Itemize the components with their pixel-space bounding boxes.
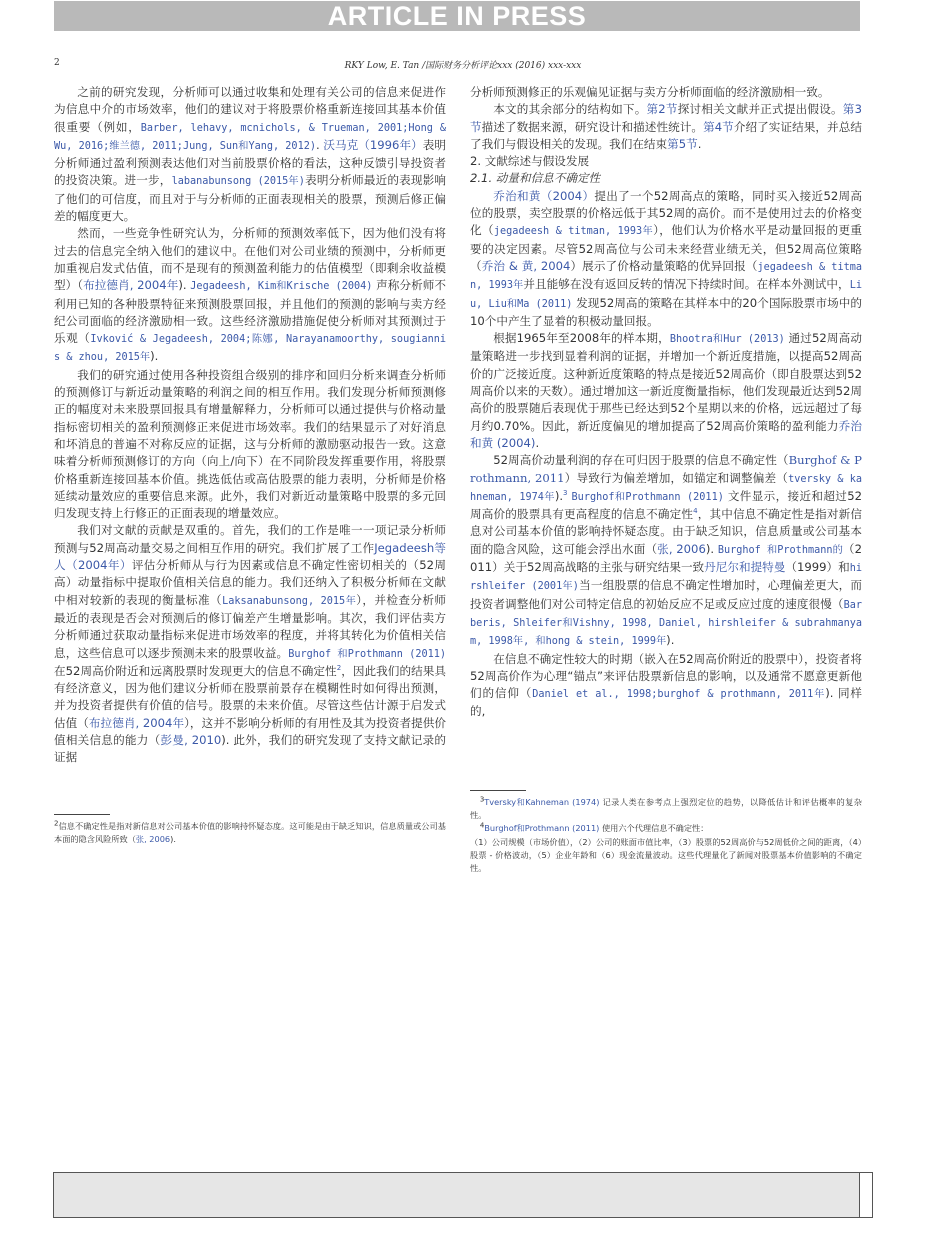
text: ，其中信息不确定性是指对新信息对公司基本价值的影响持怀疑态度。由于缺乏知识，信息质量或公司基本面的隐含风险，这可能会浮出水面（ [470, 507, 862, 556]
text: 本文的其余部分的结构如下。 [493, 102, 647, 117]
citation-link[interactable]: Laksanabunsong, 2015年 [222, 595, 357, 607]
footnote-number: 2 [54, 819, 59, 828]
text: 声称分析师不利用已知的各种股票特征来预测股票回报，并且他们的预测的影响与卖方经纪公司面临的经济激励相一致。这些经济激励措施促使分析师对其预测过于乐观（ [54, 278, 446, 346]
paragraph [54, 225, 446, 366]
citation-link[interactable]: Jegadeesh等人（2004年） [54, 540, 446, 573]
text: ）展示了价格动量策略的优异回报（ [570, 258, 758, 273]
text: 介绍了实证结果，并总结了我们与假设相关的发现。我们在结束 [470, 119, 862, 151]
text: . [535, 435, 540, 450]
text: 然而，一些竞争性研究认为，分析师的预测效率低下，因为他们没有将过去的信息完全纳入他们的建议中。在他们对公司业绩的预测中，分析师更加重视启发式估值，而不是现有的预测盈利能力的估值模型（即剩余收益模型）（ [54, 226, 446, 293]
citation-link[interactable]: Liu, Liu和Ma (2011) [470, 280, 862, 310]
paragraph [470, 651, 862, 721]
citation-link[interactable]: 乔治和黄（2004） [493, 188, 595, 203]
footnote-2 [54, 820, 446, 846]
section-link[interactable]: 第3节 [470, 102, 862, 134]
citation-link[interactable]: hirshleifer (2001年) [470, 563, 862, 593]
page-number: 2 [54, 58, 60, 68]
text: ). [150, 349, 159, 364]
citation-link[interactable]: 沃马克（1996年） [323, 137, 423, 152]
citation-link[interactable]: Burghof & Prothmann, 2011 [470, 453, 862, 485]
footnote-4-list: （1）公司规模（市场价值），（2）公司的账面市值比率，（3）股票的52周高价与52周低价之间的距离，（4）股票 - 价格波动，（5）企业年龄和（6）现金流量波动。这些代理量化了新闻对股票基本价值影响的不确定性。 [470, 836, 862, 874]
citation-link[interactable]: 乔治 & 黄, 2004 [481, 258, 571, 273]
text: ). [170, 834, 176, 845]
text: ). [554, 488, 564, 503]
text: 发现52周高的策略在其样本中的20个国际股票市场中的10个中产生了显着的积极动量回报。 [470, 295, 862, 328]
text: ，因此我们的结果具有经济意义，因为他们建议分析师在股票前景存在模糊性时如何得出预测，并为投资者提供有价值的信号。股票的未来价值。尽管这些估计源于启发式估值（ [54, 663, 446, 730]
right-footnotes [470, 790, 862, 875]
paragraph [470, 101, 862, 153]
text: ). 此外，我们的研究发现了支持文献记录的证据 [54, 732, 446, 765]
right-column [470, 84, 862, 721]
citation-link[interactable]: jegadeesh & titman, 1993年 [493, 226, 654, 238]
footer-box-edge [859, 1173, 872, 1217]
citation-link[interactable]: 张, 2006 [135, 834, 171, 845]
text: 52周高价动量利润的存在可归因于股票的信息不确定性（ [493, 453, 789, 468]
text: 文件显示，接近和超过52周高价的股票具有更高程度的信息不确定性 [470, 488, 862, 522]
text: ). 同样的, [470, 686, 862, 719]
paragraph: 分析师预测修正的乐观偏见证据与卖方分析师面临的经济激励相一致。 [470, 85, 830, 99]
section-link[interactable]: 第4节 [703, 119, 734, 134]
text: 使用六个代理信息不确定性： [599, 823, 709, 834]
citation-link[interactable]: Burghof 和Prothmann的 [717, 544, 843, 556]
text: 提出了一个52周高点的策略，同时买入接近52周高位的股票，卖空股票的价格远低于其52周的高价。而不是使用过去的价格变化（ [470, 188, 862, 238]
text: . [315, 137, 324, 152]
text: 我们对文献的贡献是双重的。首先，我们的工作是唯一一项记录分析师预测与52周高动量交易之间相互作用的研究。我们扩展了工作 [54, 523, 446, 555]
footer-citation-box [53, 1172, 873, 1218]
text: ），他们认为价格水平是动量回报的更重要的决定因素。尽管52周高位与公司未来经营业绩无关，但52周高位策略（ [470, 223, 862, 273]
text: （1999）和 [785, 560, 850, 575]
citation-link[interactable]: 布拉德肖, 2004年 [83, 278, 179, 293]
section-link[interactable]: 第2节 [646, 102, 678, 117]
citation-link[interactable]: 丹尼尔和提特曼 [704, 560, 786, 575]
text: ）导致行为偏差增加，如锚定和调整偏差（ [564, 470, 789, 485]
text: 并且能够在没有返回反转的情况下持续时间。在样本外测试中， [523, 277, 850, 292]
text: 评估分析师从与行为因素或信息不确定性密切相关的（52周高）动量指标中提取价值相关信息的能力。我们还纳入了积极分析师在文献中相对较新的表现的衡量标准（ [54, 558, 446, 607]
text: 通过52周高动量策略进一步找到显着利润的证据，并增加一个新近度措施，以提高52周高价的广泛接近度。这种新近度策略的特点是接近52周高价（即自股票达到52周高价以来的天数）。通过增加这一新近度衡量指标，他们发现最近达到52周高价的股票随后表现优于那些已经达到52个星期以来的价格，远远超过了每月约0.70%。因此，新近度偏见的增加提高了52周高价策略的盈利能力 [470, 331, 862, 433]
footnote-number: 4 [479, 821, 485, 830]
text: 探讨相关文献并正式提出假设。 [677, 102, 843, 117]
paragraph: 我们的研究通过使用各种投资组合级别的排序和回归分析来调查分析师的预测修订与新近动量策略的利润之间的相互作用。我们发现分析师预测修正的幅度对未来股票回报具有增量解释力，分析师可以通过提供与价格动量指标密切相关的盈利预测修正来促进市场效率。我们的结果显示了对好消息和坏消息的普遍不对称反应的证据，这与分析师的激励驱动报告一致。这意味着分析师预测修订的方向（向上/向下）在不同阶段发挥重要作用，将股票价格重新连接回基本价值。挑选低估或高估股票的能力表明，分析师是价格延续动量效应的重要信息来源。此外，我们对新近动量策略中股票的多元回归发现支持上行修正的正面表现的增量效应。 [54, 367, 446, 521]
left-footnotes [54, 814, 446, 846]
citation-link[interactable]: Ivković & Jegadeesh, 2004;陈娜, Narayanamoorthy, sougiannis & zhou, 2015年 [54, 334, 446, 364]
left-column [54, 84, 446, 767]
text: 表明分析师通过盈利预测表达他们对当前股票价格的看法，这种反馈引导投资者的投资决策。进一步， [54, 137, 446, 188]
citation-link[interactable]: jegadeesh & titman, 1993年 [470, 261, 862, 292]
footnote-marker[interactable]: 3 [563, 488, 568, 497]
text: ). [666, 633, 675, 648]
text: 记录人类在参考点上强烈定位的趋势，以降低估计和评估概率的复杂性。 [470, 797, 862, 821]
paragraph [470, 330, 862, 452]
paragraph [470, 188, 862, 330]
citation-link[interactable]: 乔治和黄 (2004) [470, 418, 862, 450]
section-link[interactable]: 第5节 [667, 136, 698, 151]
section-heading: 2. 文献综述与假设发展 [470, 154, 590, 169]
citation-link[interactable]: Barberis, Shleifer和Vishny, 1998, Daniel, hirshleifer & subrahmanyam, 1998年, 和hong & stein, 1999年 [470, 599, 862, 648]
text: ），这并不影响分析师的有用性及其为投资者提供价值相关信息的能力（ [54, 715, 446, 747]
citation-link[interactable]: Tversky和Kahneman (1974) [484, 797, 600, 807]
citation-link[interactable]: tversky & kahneman, 1974年 [470, 473, 862, 503]
text: 表明分析师最近的表现影响了他们的可信度，而且对于与分析师的正面表现相关的股票，预测后修正偏差的幅度更大。 [54, 173, 446, 224]
footnote-marker[interactable]: 4 [693, 507, 698, 516]
text: ），并检查分析师最近的表现是否会对预测后的修订偏差产生增量影响。其次，我们评估卖方分析师通过获取动量指标来促进市场效率的程度，并将其转化为价值相关信息，这些信息可以逐步预测未来的股票收益。 [54, 592, 446, 660]
footnote-rule [470, 790, 526, 791]
citation-link[interactable]: 彭曼, 2010 [160, 732, 222, 747]
citation-link[interactable]: Burghof 和Prothmann (2011) [288, 648, 446, 660]
text: 描述了数据来源，研究设计和描述性统计。 [481, 119, 704, 134]
running-head: RKY Low, E. Tan /国际财务分析评论xxx (2016) xxx-xxx [344, 61, 582, 71]
citation-link[interactable]: Jegadeesh, Kim和Krische (2004) [190, 281, 373, 293]
text: 信息不确定性是指对新信息对公司基本价值的影响持怀疑态度。这可能是由于缺乏知识，信息质量或公司基本面的隐含风险所致（ [54, 821, 446, 845]
text: 当一组股票的信息不确定性增加时，心理偏差更大，而投资者调整他们对公司特定信息的初始反应不足或反应过度的速度很慢（ [470, 578, 862, 611]
subsection-heading: 2.1. 动量和信息不确定性 [470, 171, 601, 186]
paragraph [54, 84, 446, 225]
text: 之前的研究发现，分析师可以通过收集和处理有关公司的信息来促进作为信息中介的市场效率，他们的建议对于将股票价格重新连接回其基本价值很重要（例如， [54, 85, 446, 134]
text: . [697, 136, 702, 151]
footnote-marker[interactable]: 2 [336, 663, 342, 672]
citation-link[interactable]: Daniel et al., 1998;burghof & prothmann, 2011年 [532, 689, 826, 701]
text: ). [178, 278, 191, 293]
citation-link[interactable]: Bhootra和Hur (2013) [669, 334, 785, 346]
paragraph [54, 522, 446, 766]
text: 在信息不确定性较大的时期（嵌入在52周高价附近的股票中），投资者将52周高价作为心理“锚点”来评估股票新信息的影响，以及通常不愿意更新他们的信仰（ [470, 651, 862, 701]
footnote-3 [470, 796, 862, 822]
footnote-rule [54, 814, 110, 815]
citation-link[interactable]: Burghof和Prothmann (2011) [484, 823, 600, 834]
text: 根据1965年至2008年的样本期， [493, 331, 670, 346]
citation-link[interactable]: 张, 2006 [657, 541, 706, 556]
citation-link[interactable]: Burghof和Prothmann (2011) [571, 491, 724, 503]
text: ). [705, 541, 718, 556]
citation-link[interactable]: 布拉德肖, 2004年 [88, 715, 185, 730]
citation-link[interactable]: labanabunsong (2015年) [171, 176, 305, 188]
text: 在52周高价附近和远离股票时发现更大的信息不确定性 [54, 663, 337, 678]
footnote-4 [470, 822, 862, 835]
footnote-number: 3 [479, 795, 485, 804]
citation-link[interactable]: Barber, lehavy, mcnichols, & Trueman, 2001;Hong & Wu, 2016;维兰德, 2011;Jung, Sun和Yang, 2012) [54, 122, 446, 152]
paragraph [470, 452, 862, 650]
text: （2011）关于52周高战略的主张与研究结果一致 [470, 541, 862, 575]
article-in-press-banner: ARTICLE IN PRESS [54, 1, 860, 31]
